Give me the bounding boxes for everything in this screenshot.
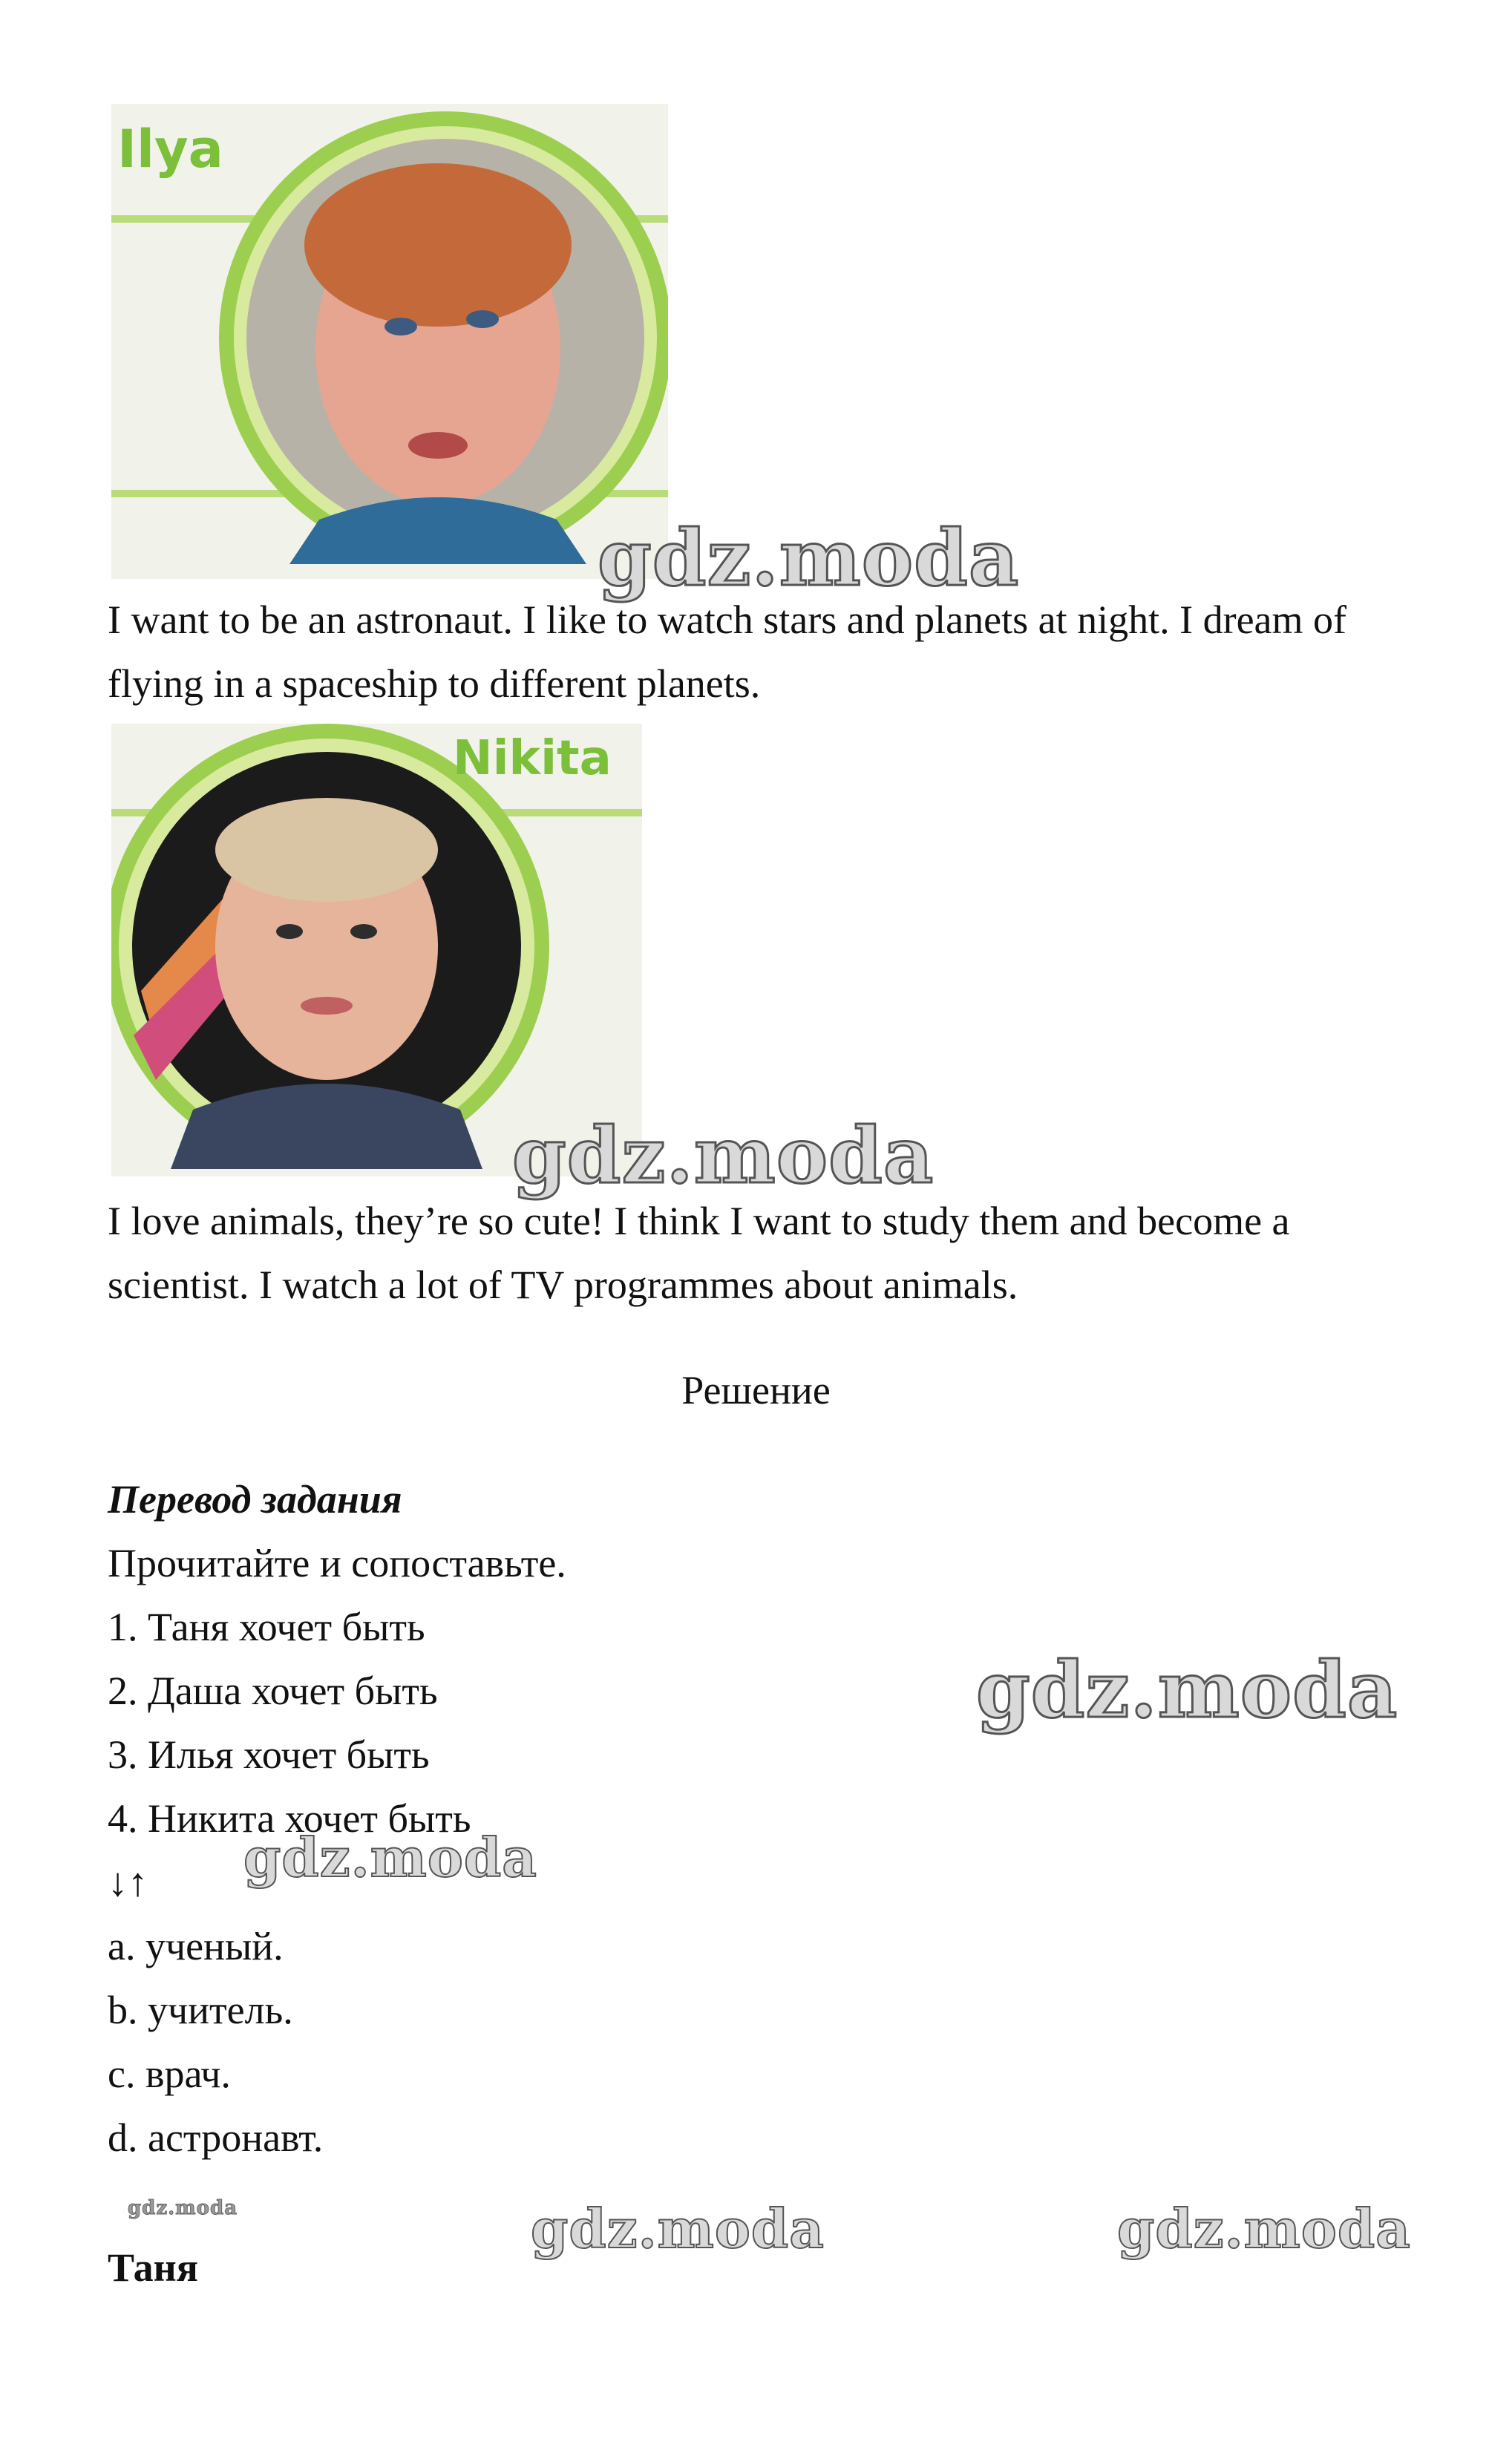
ilya-paragraph: I want to be an astronaut. I like to watch stars and planets at night. I dream of flying in a spaceship to different planets. bbox=[108, 598, 1346, 706]
arrows: ↓↑ bbox=[108, 1860, 148, 1905]
nikita-paragraph: I love animals, they’re so cute! I think I want to study them and become a scientist. I watch a lot of TV programmes about animals. bbox=[108, 1199, 1290, 1307]
watermark: gdz.moda bbox=[243, 1826, 537, 1889]
list-item: 3. Илья хочет быть bbox=[108, 1732, 430, 1777]
tanya-heading: Таня bbox=[108, 2245, 199, 2290]
nikita-photo-label: Nikita bbox=[453, 731, 612, 786]
nikita-photo bbox=[111, 724, 642, 1176]
list-item: 4. Никита хочет быть bbox=[108, 1796, 471, 1841]
watermark: gdz.moda bbox=[976, 1644, 1398, 1735]
watermark: gdz.moda bbox=[598, 512, 1020, 603]
option-item: a. ученый. bbox=[108, 1924, 284, 1968]
translation-instruction: Прочитайте и сопоставьте. bbox=[108, 1541, 566, 1585]
watermark: gdz.moda bbox=[1117, 2197, 1411, 2260]
option-item: b. учитель. bbox=[108, 1988, 293, 2032]
watermark: gdz.moda bbox=[531, 2197, 825, 2260]
watermark: gdz.moda bbox=[512, 1110, 935, 1201]
solution-heading: Решение bbox=[681, 1368, 831, 1412]
list-item: 2. Даша хочет быть bbox=[108, 1669, 438, 1713]
option-item: c. врач. bbox=[108, 2052, 231, 2096]
ilya-photo bbox=[111, 104, 668, 579]
list-item: 1. Таня хочет быть bbox=[108, 1605, 425, 1649]
translation-heading: Перевод задания bbox=[108, 1477, 402, 1522]
watermark: gdz.moda bbox=[128, 2197, 238, 2219]
option-item: d. астронавт. bbox=[108, 2115, 324, 2160]
ilya-photo-label: Ilya bbox=[117, 119, 223, 180]
